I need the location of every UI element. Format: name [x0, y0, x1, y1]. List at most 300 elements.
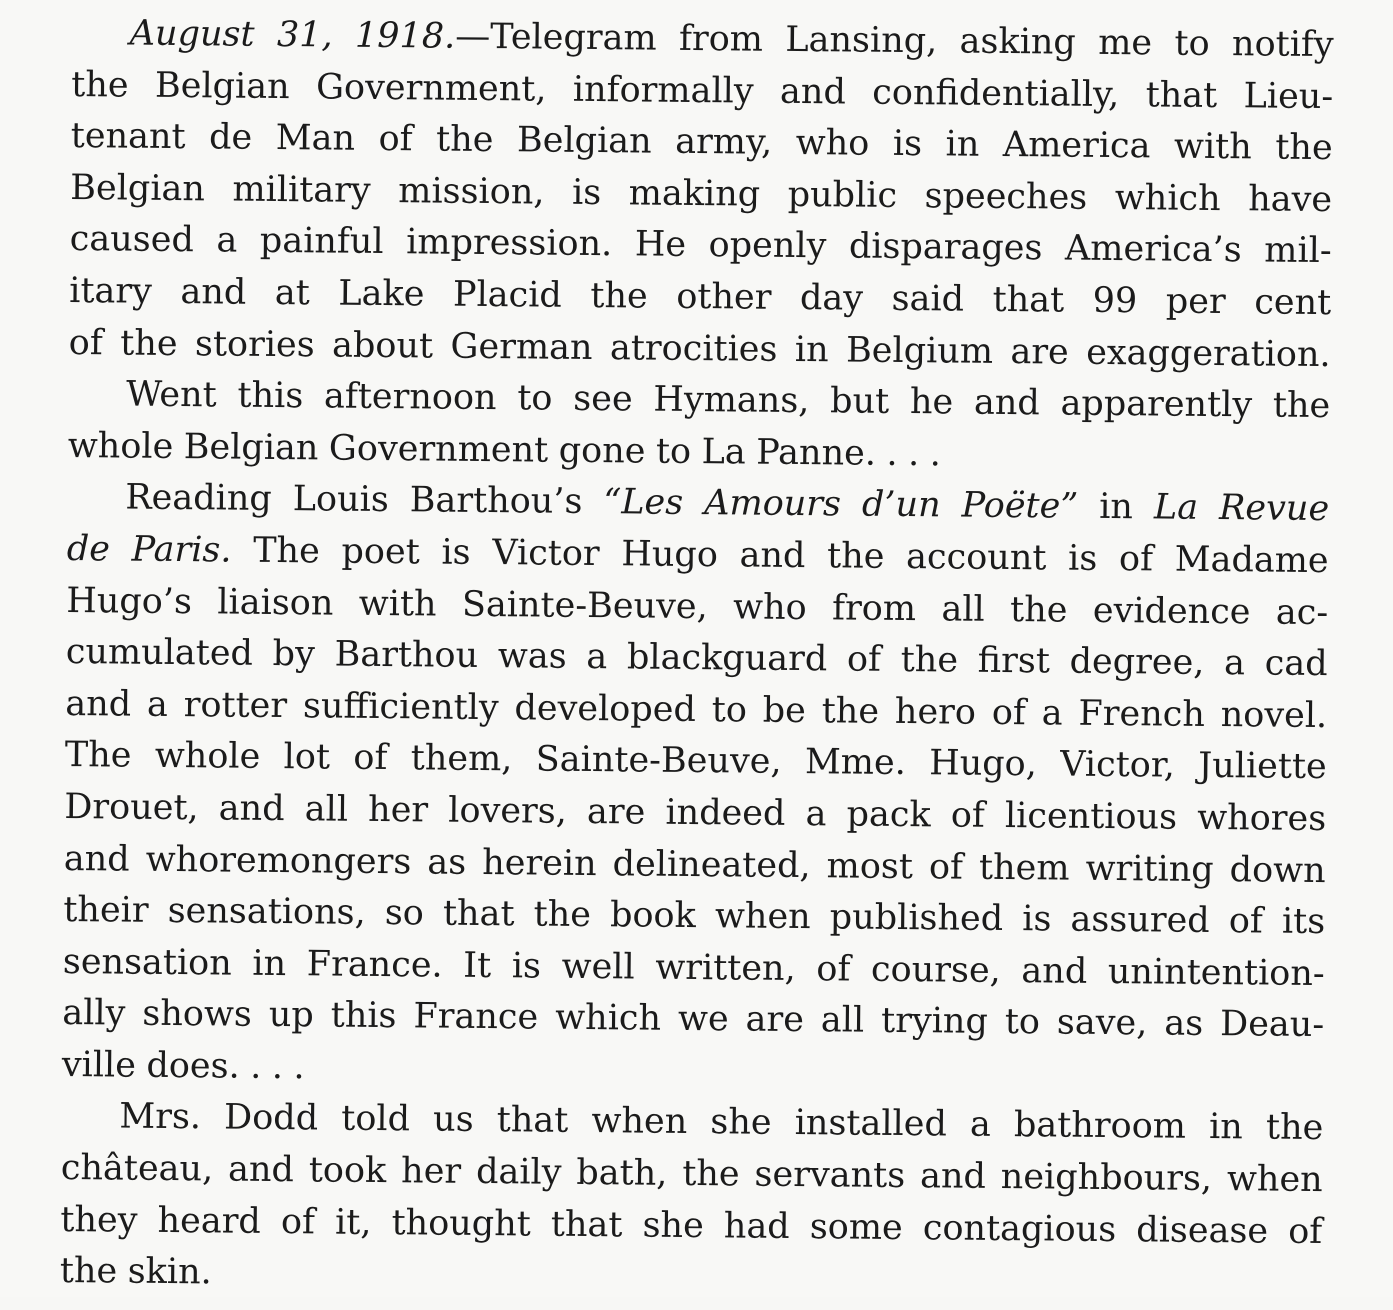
text-word — [745, 995, 804, 1047]
text-word — [492, 528, 600, 581]
roman-text: sensation — [62, 941, 232, 984]
text-word — [482, 837, 597, 890]
text-word — [572, 168, 602, 220]
roman-text: took — [308, 1150, 387, 1192]
roman-text: Hugo, — [928, 743, 1038, 785]
roman-text: —Telegram — [455, 16, 657, 59]
text-word — [846, 325, 993, 378]
roman-text: mission, — [398, 170, 545, 213]
roman-text: It — [463, 945, 492, 986]
text-word — [821, 686, 879, 738]
text-word — [1288, 1206, 1323, 1258]
text-word — [676, 272, 772, 325]
roman-text: Went — [126, 374, 217, 416]
text-word — [970, 1100, 991, 1152]
text-word — [71, 111, 186, 164]
roman-text: with — [358, 583, 437, 625]
text-word — [795, 325, 829, 377]
roman-text: but — [829, 381, 890, 423]
italic-text: Paris. — [131, 529, 232, 571]
roman-text: and — [218, 788, 285, 829]
text-word — [708, 220, 826, 273]
text-word — [304, 784, 348, 836]
text-word — [281, 1197, 316, 1249]
roman-text: The — [252, 530, 320, 572]
text-word — [591, 1097, 687, 1150]
roman-text: which — [554, 997, 662, 1039]
text-word — [1248, 174, 1332, 226]
text-word — [316, 62, 547, 116]
text-word — [805, 789, 826, 841]
roman-text: Sainte-Beuve, — [461, 584, 708, 627]
text-word — [60, 1195, 138, 1247]
roman-text: informally — [572, 69, 754, 112]
roman-text: cumulated — [65, 632, 254, 674]
roman-text: with — [1173, 126, 1252, 168]
roman-text: from — [831, 587, 917, 629]
text-word — [228, 1145, 294, 1197]
roman-text: sensations, — [167, 891, 366, 933]
roman-text: stories — [194, 323, 315, 365]
text-word — [411, 734, 513, 787]
roman-text: a — [146, 684, 169, 725]
roman-text: account — [905, 536, 1047, 579]
text-word — [410, 476, 583, 529]
text-word — [401, 1146, 461, 1198]
roman-text: this — [330, 995, 397, 1037]
text-word — [1273, 381, 1331, 433]
text-word — [1232, 19, 1334, 72]
roman-text: writing — [1085, 848, 1214, 890]
roman-text: day — [799, 277, 864, 319]
text-word — [443, 889, 515, 941]
text-word — [992, 688, 1027, 740]
text-word — [929, 429, 941, 481]
roman-text: America’s — [1064, 228, 1242, 271]
text-word — [512, 941, 542, 993]
text-word — [1014, 1101, 1186, 1154]
text-word — [359, 578, 437, 630]
roman-text: some — [809, 1206, 903, 1248]
roman-text: of — [353, 738, 388, 779]
roman-text: de — [208, 117, 253, 158]
text-word — [1086, 327, 1331, 381]
text-word — [886, 429, 898, 481]
text-word — [450, 321, 592, 374]
text-word — [126, 370, 217, 422]
roman-text: when — [591, 1101, 688, 1143]
text-word — [1099, 482, 1133, 534]
roman-text: well — [561, 946, 635, 988]
roman-text: of — [378, 119, 413, 160]
roman-text: and — [1021, 950, 1088, 992]
roman-text: published — [829, 897, 1004, 940]
text-word — [260, 216, 384, 269]
text-word — [142, 989, 252, 1042]
text-word — [1266, 1103, 1324, 1155]
text-word — [334, 630, 478, 683]
roman-text: The — [64, 735, 132, 776]
text-word — [155, 731, 261, 784]
roman-text: delineated, — [612, 843, 811, 886]
text-word — [979, 842, 1070, 894]
roman-text: that — [496, 1100, 569, 1142]
text-word — [64, 782, 199, 835]
text-word — [463, 940, 491, 992]
text-word — [514, 683, 696, 736]
text-word — [385, 888, 425, 940]
roman-text: of — [928, 846, 964, 888]
text-word — [1093, 585, 1251, 638]
roman-text: Placid — [452, 274, 563, 316]
text-word — [391, 1198, 531, 1251]
text-word — [701, 427, 746, 479]
roman-text: itary — [69, 270, 153, 312]
text-word — [1264, 226, 1332, 278]
roman-text: a — [1041, 693, 1063, 734]
text-word — [237, 371, 303, 423]
text-word — [355, 11, 657, 65]
roman-text: a — [1223, 643, 1246, 684]
italic-text: “Les — [603, 482, 684, 524]
roman-text: the — [821, 690, 880, 732]
text-word — [1068, 534, 1098, 586]
text-word — [895, 687, 977, 739]
roman-text: Belgian — [70, 167, 206, 210]
text-word — [586, 632, 607, 684]
roman-text: of — [1288, 1211, 1323, 1252]
roman-text: Reading — [125, 477, 272, 520]
roman-text: Victor, — [1060, 744, 1176, 786]
text-word — [653, 375, 809, 428]
roman-text: this — [237, 375, 304, 417]
roman-text: Belgium — [845, 330, 994, 372]
text-word — [277, 10, 333, 62]
roman-text: her — [367, 789, 429, 831]
roman-text: shows — [142, 994, 253, 1036]
roman-text: is — [1022, 899, 1052, 940]
text-word — [1001, 1152, 1213, 1206]
text-word — [413, 992, 538, 1045]
text-word — [551, 1199, 623, 1251]
roman-text: . — [929, 434, 942, 475]
text-word — [590, 271, 648, 323]
text-word — [219, 783, 285, 835]
roman-text: Government — [328, 428, 549, 471]
text-word — [1092, 276, 1137, 328]
text-word — [1085, 843, 1214, 896]
text-word — [167, 886, 366, 939]
text-word — [573, 374, 633, 426]
text-word — [621, 529, 718, 582]
text-word — [224, 1093, 318, 1145]
roman-text: ac- — [1275, 592, 1329, 633]
text-word — [283, 732, 330, 784]
text-word — [675, 117, 773, 170]
roman-text: we — [677, 999, 729, 1040]
roman-text: army, — [675, 121, 773, 163]
text-word — [127, 1247, 212, 1299]
roman-text: liaison — [217, 581, 334, 624]
text-word — [1174, 122, 1252, 174]
text-word — [762, 685, 806, 737]
text-word — [635, 220, 687, 272]
roman-text: confidentially, — [872, 72, 1120, 115]
roman-text: licentious — [1004, 795, 1178, 838]
roman-text: from — [678, 18, 764, 60]
roman-text: in — [252, 943, 287, 984]
text-word — [1254, 277, 1331, 329]
roman-text: the — [120, 323, 178, 364]
text-word — [66, 627, 254, 680]
roman-text: gone — [558, 430, 646, 472]
text-word — [309, 1145, 387, 1197]
roman-text: neighbours, — [1000, 1157, 1213, 1200]
text-word — [536, 735, 782, 789]
text-word — [66, 576, 192, 629]
text-word — [816, 944, 851, 996]
text-word — [307, 939, 443, 992]
text-word — [862, 480, 941, 532]
roman-text: as — [427, 841, 467, 883]
roman-text: them, — [410, 738, 513, 780]
roman-text: us — [432, 1099, 474, 1141]
roman-text: which — [1114, 177, 1221, 219]
roman-text: as — [1164, 1003, 1204, 1045]
text-word — [665, 788, 785, 841]
roman-text: thought — [391, 1202, 531, 1245]
text-word — [1060, 740, 1175, 793]
roman-text: America — [1002, 125, 1151, 167]
text-word — [1243, 71, 1333, 123]
text-word — [65, 730, 132, 782]
roman-text: said — [891, 278, 965, 320]
roman-text: trying — [880, 1001, 989, 1043]
roman-text: Belgian — [154, 65, 290, 107]
text-word — [330, 991, 396, 1043]
text-word — [1198, 741, 1327, 794]
text-word — [805, 737, 906, 790]
roman-text: are — [586, 791, 646, 833]
text-word — [715, 891, 811, 944]
text-word — [217, 577, 334, 630]
text-line — [60, 1246, 1322, 1310]
text-word — [1136, 1205, 1268, 1258]
text-word — [682, 1149, 740, 1201]
roman-text: asking — [959, 21, 1077, 63]
roman-text: mil- — [1264, 230, 1332, 272]
roman-text: at — [274, 272, 311, 314]
italic-text: d’un — [861, 484, 941, 526]
text-word — [1154, 483, 1199, 535]
roman-text: Hugo’s — [66, 580, 193, 622]
roman-text: when — [1226, 1159, 1323, 1201]
text-word — [754, 1150, 905, 1203]
roman-text: in — [1099, 487, 1134, 528]
text-word — [832, 583, 916, 635]
text-word — [787, 170, 897, 223]
text-word — [881, 996, 988, 1049]
roman-text: had — [723, 1205, 790, 1247]
text-word — [678, 994, 729, 1046]
roman-text: of — [1118, 539, 1154, 580]
text-word — [253, 526, 320, 578]
text-word — [704, 478, 841, 531]
text-word — [733, 582, 807, 634]
roman-text: daily — [475, 1151, 562, 1193]
roman-text: tenant — [70, 116, 186, 158]
roman-text: save, — [1056, 1002, 1148, 1044]
text-word — [216, 216, 237, 268]
roman-text: she — [710, 1102, 772, 1144]
text-word — [910, 377, 954, 429]
roman-text: all — [820, 1000, 865, 1041]
text-word — [576, 1148, 668, 1200]
roman-text: of — [280, 1201, 316, 1243]
roman-text: most — [826, 845, 914, 887]
roman-text: whole — [154, 736, 261, 778]
text-word — [131, 525, 231, 578]
text-word — [929, 739, 1037, 792]
roman-text: Hugo — [621, 534, 719, 576]
roman-text: in — [794, 329, 829, 370]
roman-text: whole — [67, 425, 174, 467]
roman-text: Dodd — [223, 1097, 319, 1139]
text-word — [157, 1196, 261, 1249]
text-word — [232, 164, 371, 217]
text-word — [1164, 999, 1203, 1051]
text-word — [67, 524, 111, 576]
roman-text: pack — [846, 794, 931, 836]
roman-text: and — [919, 1156, 987, 1197]
roman-text: . — [250, 1046, 262, 1087]
text-word — [1275, 123, 1333, 175]
roman-text: the — [71, 64, 129, 106]
text-word — [796, 118, 870, 170]
roman-text: poet — [341, 531, 420, 573]
roman-text: lot — [283, 737, 331, 778]
roman-text: was — [497, 636, 567, 677]
roman-text: does. — [146, 1045, 240, 1087]
roman-text: the — [682, 1153, 740, 1195]
roman-text: is — [1067, 538, 1098, 579]
text-word — [63, 885, 149, 937]
text-word — [1197, 793, 1326, 846]
text-word — [1174, 19, 1210, 71]
roman-text: to — [517, 378, 553, 419]
roman-text: all — [941, 588, 985, 630]
text-word — [1220, 999, 1325, 1052]
roman-text: to — [711, 689, 748, 731]
roman-text: a — [805, 793, 827, 835]
roman-text: caused — [69, 219, 195, 261]
text-word — [341, 1094, 410, 1146]
text-word — [533, 890, 591, 942]
text-word — [130, 9, 255, 62]
text-word — [119, 1092, 201, 1144]
italic-text: de — [66, 528, 111, 570]
roman-text: herein — [482, 842, 597, 884]
roman-text: . — [907, 433, 920, 474]
roman-text: rotter — [183, 684, 288, 726]
text-word — [679, 14, 763, 66]
text-word — [1098, 18, 1152, 70]
text-word — [612, 839, 810, 892]
text-word — [275, 268, 310, 320]
text-word — [587, 787, 646, 839]
text-word — [209, 113, 253, 165]
text-word — [785, 15, 937, 68]
text-word — [642, 1200, 704, 1252]
text-word — [398, 166, 545, 219]
text-word — [951, 790, 986, 842]
text-word — [978, 636, 1051, 688]
roman-text: that — [550, 1204, 623, 1245]
roman-text: exaggeration. — [1086, 332, 1331, 375]
roman-text: French — [1078, 693, 1206, 735]
text-word — [573, 64, 754, 117]
text-word — [711, 685, 747, 737]
text-word — [64, 833, 130, 885]
italic-text: 31, — [276, 14, 333, 56]
roman-text: down — [1229, 849, 1326, 891]
roman-text: the — [59, 1251, 118, 1292]
italic-text: Poëte” — [961, 485, 1079, 528]
roman-text: of — [991, 692, 1027, 733]
roman-text: château, — [60, 1148, 214, 1190]
roman-text: Deau- — [1219, 1004, 1325, 1046]
text-word — [276, 113, 356, 165]
text-word — [794, 1098, 947, 1151]
roman-text: France — [413, 996, 539, 1038]
roman-text: all — [304, 789, 349, 830]
text-word — [353, 733, 388, 785]
text-word — [1021, 946, 1087, 998]
roman-text: afternoon — [323, 376, 497, 419]
text-word — [125, 473, 272, 526]
roman-text: . — [271, 1046, 284, 1087]
roman-text: whoremongers — [145, 839, 412, 882]
text-word — [1003, 120, 1151, 173]
roman-text: Juliette — [1198, 746, 1327, 788]
roman-text: bathroom — [1013, 1105, 1187, 1148]
text-word — [810, 1202, 903, 1254]
text-word — [453, 270, 562, 323]
text-word — [146, 1041, 240, 1093]
roman-text: and — [227, 1149, 295, 1191]
text-word — [448, 786, 567, 839]
text-word — [462, 579, 708, 633]
roman-text: disparages — [848, 226, 1043, 269]
roman-text: that — [442, 893, 515, 935]
text-word — [1219, 483, 1330, 536]
text-word — [710, 1098, 772, 1150]
text-word — [68, 421, 174, 474]
roman-text: La — [701, 431, 746, 473]
text-word — [272, 629, 315, 681]
text-word — [1229, 896, 1264, 948]
text-word — [872, 67, 1119, 121]
text-word — [756, 427, 876, 480]
text-word — [441, 528, 471, 580]
text-word — [269, 990, 314, 1042]
roman-text: she — [642, 1205, 704, 1246]
text-word — [1070, 895, 1210, 948]
roman-text: apparently — [1060, 383, 1253, 426]
roman-text: first — [977, 640, 1051, 682]
text-word — [1265, 639, 1328, 691]
roman-text: speeches — [924, 175, 1088, 218]
